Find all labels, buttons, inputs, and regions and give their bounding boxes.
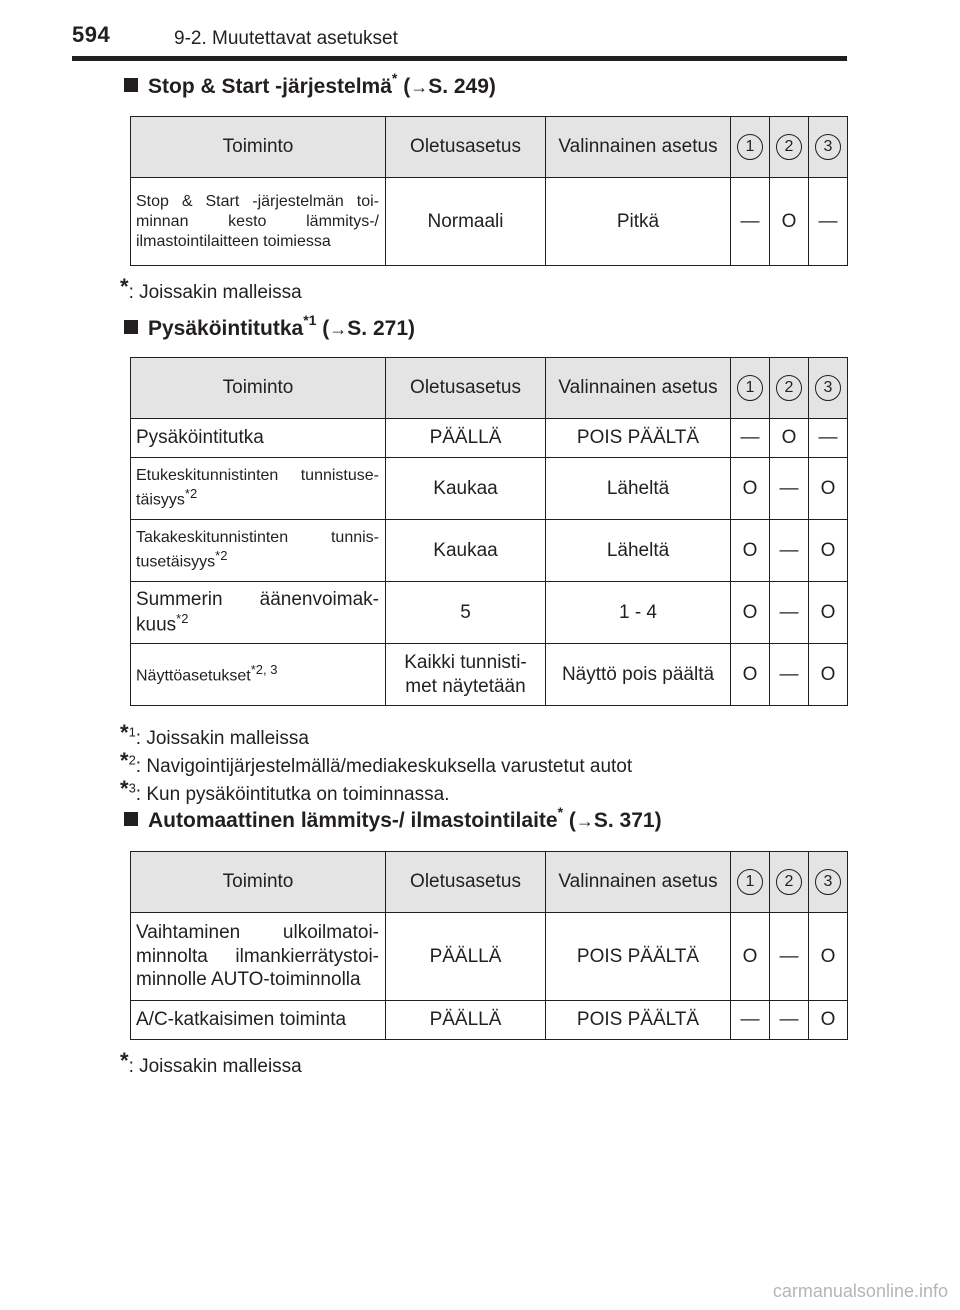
section-title-stop-start: Stop & Start -järjestelmä* (→S. 249)	[124, 72, 496, 99]
footnote-star: *	[120, 1048, 129, 1073]
chapter-title: 9-2. Muutettavat asetukset	[174, 28, 398, 49]
table-row	[131, 458, 848, 520]
col-header-1	[731, 852, 770, 913]
footnote-number: 3	[128, 780, 136, 796]
footnote-text: : Joissakin malleissa	[135, 728, 309, 749]
col-header-function: Toiminto	[131, 117, 386, 178]
cell-c2: —	[770, 913, 809, 1001]
cell-c3: O	[809, 582, 848, 644]
square-bullet-icon	[124, 320, 138, 334]
arrow-right-icon: →	[410, 77, 429, 97]
header-rule	[72, 56, 847, 61]
cell-default: Normaali	[386, 178, 546, 266]
circle-number-2: 2	[776, 134, 802, 160]
square-bullet-icon	[124, 78, 138, 92]
cell-c3: O	[809, 913, 848, 1001]
col-header-default: Oletusasetus	[386, 358, 546, 419]
col-header-1	[731, 358, 770, 419]
cell-c3: O	[809, 644, 848, 706]
table-row	[131, 582, 848, 644]
circle-number-3: 3	[815, 869, 841, 895]
table-row	[131, 520, 848, 582]
cell-c1: O	[731, 913, 770, 1001]
cell-function: Vaihtaminen ulkoilmatoi-minnolta ilmankierrätystoi-minnolle AUTO-toiminnolla	[131, 913, 386, 1001]
watermark: carmanualsonline.info	[772, 1281, 948, 1301]
cell-c1: O	[731, 458, 770, 520]
cell-default: PÄÄLLÄ	[386, 1001, 546, 1040]
circle-number-2: 2	[776, 869, 802, 895]
section-title-text: Stop & Start -järjestelmä	[148, 75, 392, 98]
function-text: Etukeskitunnistinten tunnistuse-täisyys	[136, 467, 379, 509]
cell-c1: —	[731, 1001, 770, 1040]
col-header-function: Toiminto	[131, 852, 386, 913]
settings-table-climate-control	[130, 851, 848, 1040]
footnote-text: : Joissakin malleissa	[128, 1056, 302, 1077]
cell-custom: Läheltä	[546, 520, 731, 582]
col-header-default: Oletusasetus	[386, 117, 546, 178]
table-row	[131, 178, 848, 266]
footnote-number: 1	[128, 724, 136, 740]
col-header-1	[731, 117, 770, 178]
cell-c2: —	[770, 644, 809, 706]
cell-c1: —	[731, 178, 770, 266]
col-header-default: Oletusasetus	[386, 852, 546, 913]
footnote-mark: *2, 3	[250, 662, 278, 678]
cell-c2: O	[770, 178, 809, 266]
col-header-function: Toiminto	[131, 358, 386, 419]
section-title-climate-control: Automaattinen lämmitys-/ ilmastointilaite* (→S. 371)	[124, 806, 662, 833]
cell-c3: O	[809, 520, 848, 582]
settings-table-parking-sensor	[130, 357, 848, 706]
cell-custom: Näyttö pois päältä	[546, 644, 731, 706]
cell-c3: O	[809, 1001, 848, 1040]
cell-c1: —	[731, 419, 770, 458]
cell-default: Kaukaa	[386, 520, 546, 582]
footnote	[120, 1048, 302, 1078]
cell-default: PÄÄLLÄ	[386, 913, 546, 1001]
col-header-2	[770, 358, 809, 419]
cell-custom: POIS PÄÄLTÄ	[546, 1001, 731, 1040]
circle-number-1: 1	[737, 869, 763, 895]
arrow-right-icon: →	[329, 319, 348, 339]
cell-c2: —	[770, 458, 809, 520]
section-title-mark: *1	[303, 312, 317, 328]
cell-function	[131, 458, 386, 520]
cell-function	[131, 520, 386, 582]
arrow-right-icon: →	[575, 811, 594, 831]
circle-number-3: 3	[815, 375, 841, 401]
footnote	[120, 748, 633, 778]
cell-default: Kaukaa	[386, 458, 546, 520]
function-text: Näyttöasetukset	[136, 667, 251, 685]
cell-custom: Läheltä	[546, 458, 731, 520]
footnote-star: *	[120, 274, 129, 299]
cell-c1: O	[731, 644, 770, 706]
footnote-number: 2	[128, 752, 136, 768]
function-text: Summerin äänenvoimak-kuus	[136, 588, 379, 636]
cell-function	[131, 644, 386, 706]
col-header-custom: Valinnainen asetus	[546, 358, 731, 419]
footnote-mark: *2	[215, 548, 228, 564]
cell-c2: —	[770, 1001, 809, 1040]
footnote-text: : Navigointijärjestelmällä/mediakeskuksella varustetut autot	[135, 756, 633, 777]
cell-default: Kaikki tunnisti-met näytetään	[386, 644, 546, 706]
footnote-star: *	[120, 748, 129, 773]
page-reference: S. 271)	[347, 317, 415, 340]
cell-c2: —	[770, 582, 809, 644]
table-row	[131, 419, 848, 458]
table-header-row	[131, 358, 848, 419]
page-number: 594	[72, 22, 111, 47]
circle-number-3: 3	[815, 134, 841, 160]
section-title-text: Pysäköintitutka	[148, 317, 304, 340]
col-header-2	[770, 117, 809, 178]
circle-number-1: 1	[737, 134, 763, 160]
circle-number-2: 2	[776, 375, 802, 401]
cell-c2: —	[770, 520, 809, 582]
footnote-mark: *2	[176, 611, 189, 627]
cell-c3: —	[809, 178, 848, 266]
cell-function: A/C-katkaisimen toiminta	[131, 1001, 386, 1040]
footnote-mark: *2	[184, 486, 198, 502]
footnote-text: : Joissakin malleissa	[128, 282, 302, 303]
footnote	[120, 274, 302, 304]
footnote-star: *	[120, 720, 129, 745]
table-header-row	[131, 852, 848, 913]
col-header-3	[809, 117, 848, 178]
page-reference: S. 249)	[428, 75, 496, 98]
section-title-mark: *	[391, 70, 398, 86]
page-reference: S. 371)	[593, 809, 662, 832]
cell-custom: Pitkä	[546, 178, 731, 266]
table-row	[131, 644, 848, 706]
function-text: Pysäköintitutka	[136, 427, 264, 449]
col-header-custom: Valinnainen asetus	[546, 117, 731, 178]
cell-c3: —	[809, 419, 848, 458]
cell-function: Stop & Start -järjestelmän toi-minnan kesto lämmitys-/ ilmastointilaitteen toimiessa	[131, 178, 386, 266]
cell-default: PÄÄLLÄ	[386, 419, 546, 458]
cell-c3: O	[809, 458, 848, 520]
col-header-3	[809, 358, 848, 419]
footnote	[120, 720, 309, 750]
cell-custom: 1 - 4	[546, 582, 731, 644]
cell-c1: O	[731, 520, 770, 582]
square-bullet-icon	[124, 812, 138, 826]
cell-function	[131, 582, 386, 644]
col-header-3	[809, 852, 848, 913]
cell-custom: POIS PÄÄLTÄ	[546, 913, 731, 1001]
section-title-text: Automaattinen lämmitys-/ ilmastointilaite	[148, 809, 558, 832]
table-row	[131, 1001, 848, 1040]
settings-table-stop-start	[130, 116, 848, 266]
footnote-text: : Kun pysäköintitutka on toiminnassa.	[135, 784, 450, 805]
cell-c2: O	[770, 419, 809, 458]
cell-c1: O	[731, 582, 770, 644]
table-row	[131, 913, 848, 1001]
circle-number-1: 1	[737, 375, 763, 401]
cell-function	[131, 419, 386, 458]
section-title-parking-sensor: Pysäköintitutka$^{*1}$ (→S. 271)	[124, 314, 415, 341]
section-title-mark: *	[557, 804, 564, 820]
table-header-row	[131, 117, 848, 178]
cell-custom: POIS PÄÄLTÄ	[546, 419, 731, 458]
col-header-custom: Valinnainen asetus	[546, 852, 731, 913]
footnote	[120, 776, 450, 806]
cell-default: 5	[386, 582, 546, 644]
col-header-2	[770, 852, 809, 913]
function-text: Takakeskitunnistinten tunnis-tusetäisyys	[136, 529, 379, 571]
footnote-star: *	[120, 776, 129, 801]
